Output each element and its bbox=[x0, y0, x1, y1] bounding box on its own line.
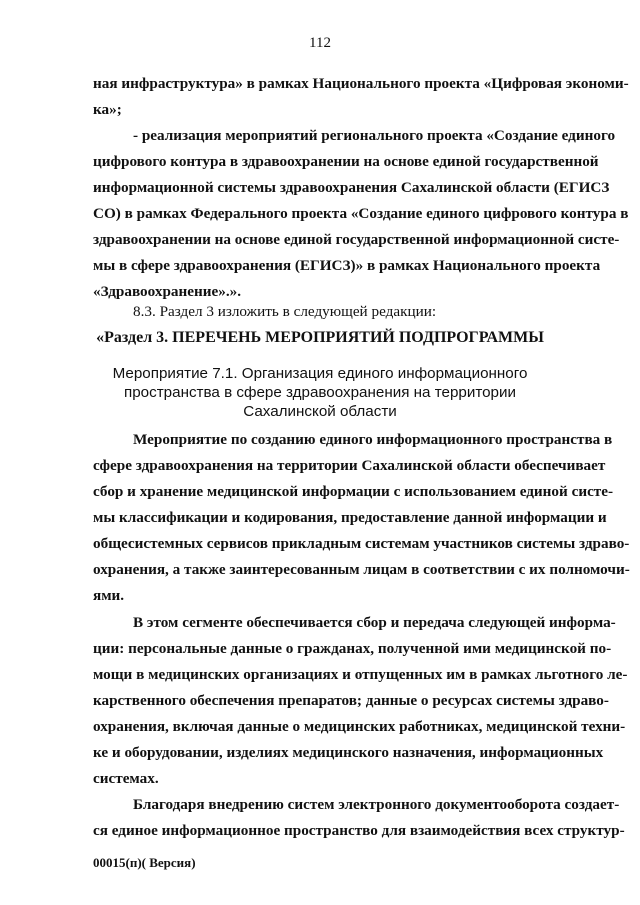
instruction-line: 8.3. Раздел 3 изложить в следующей редакции: bbox=[133, 303, 437, 320]
text-line: Благодаря внедрению систем электронного документооборота создает- bbox=[133, 796, 620, 813]
text-line: ции: персональные данные о гражданах, полученной ими медицинской по- bbox=[93, 640, 612, 657]
subtitle-line: Мероприятие 7.1. Организация единого информационного bbox=[112, 365, 528, 382]
text-line: цифрового контура в здравоохранении на основе единой государственной bbox=[93, 153, 599, 170]
section-heading: «Раздел 3. ПЕРЕЧЕНЬ МЕРОПРИЯТИЙ ПОДПРОГРАММЫ bbox=[96, 329, 544, 346]
text-line: Мероприятие по созданию единого информационного пространства в bbox=[133, 431, 613, 448]
text-line: «Здравоохранение».». bbox=[93, 283, 242, 300]
text-line: СО) в рамках Федерального проекта «Создание единого цифрового контура в bbox=[93, 205, 629, 222]
text-line: сфере здравоохранения на территории Сахалинской области обеспечивает bbox=[93, 457, 606, 474]
text-line: ная инфраструктура» в рамках Национального проекта «Цифровая экономи- bbox=[93, 75, 629, 92]
subtitle-line: пространства в сфере здравоохранения на территории bbox=[124, 384, 516, 401]
document-code: 00015(п)( Версия) bbox=[93, 855, 196, 870]
text-line: - реализация мероприятий регионального проекта «Создание единого bbox=[133, 127, 616, 144]
text-line: карственного обеспечения препаратов; данные о ресурсах системы здраво- bbox=[93, 692, 609, 709]
text-line: информационной системы здравоохранения Сахалинской области (ЕГИСЗ bbox=[93, 179, 610, 196]
text-line: ями. bbox=[93, 587, 125, 604]
text-line: мощи в медицинских организациях и отпущенных им в рамках льготного ле- bbox=[93, 666, 628, 683]
text-line: В этом сегменте обеспечивается сбор и передача следующей информа- bbox=[133, 614, 616, 631]
text-line: системах. bbox=[93, 770, 159, 787]
text-line: мы в сфере здравоохранения (ЕГИСЗ)» в рамках Национального проекта bbox=[93, 257, 601, 274]
subtitle-line: Сахалинской области bbox=[243, 403, 397, 420]
page-number: 112 bbox=[309, 35, 331, 51]
text-line: общесистемных сервисов прикладным системам участников системы здраво- bbox=[93, 535, 630, 552]
text-line: мы классификации и кодирования, предоставление данной информации и bbox=[93, 509, 607, 526]
text-line: охранения, включая данные о медицинских работниках, медицинской техни- bbox=[93, 718, 626, 735]
text-line: ке и оборудовании, изделиях медицинского назначения, информационных bbox=[93, 744, 604, 761]
text-line: ка»; bbox=[93, 101, 122, 118]
text-line: сбор и хранение медицинской информации с использованием единой систе- bbox=[93, 483, 614, 500]
text-line: охранения, а также заинтересованным лицам в соответствии с их полномочи- bbox=[93, 561, 630, 578]
text-line: здравоохранении на основе единой государственной информационной систе- bbox=[93, 231, 620, 248]
text-line: ся единое информационное пространство для взаимодействия всех структур- bbox=[93, 822, 625, 839]
